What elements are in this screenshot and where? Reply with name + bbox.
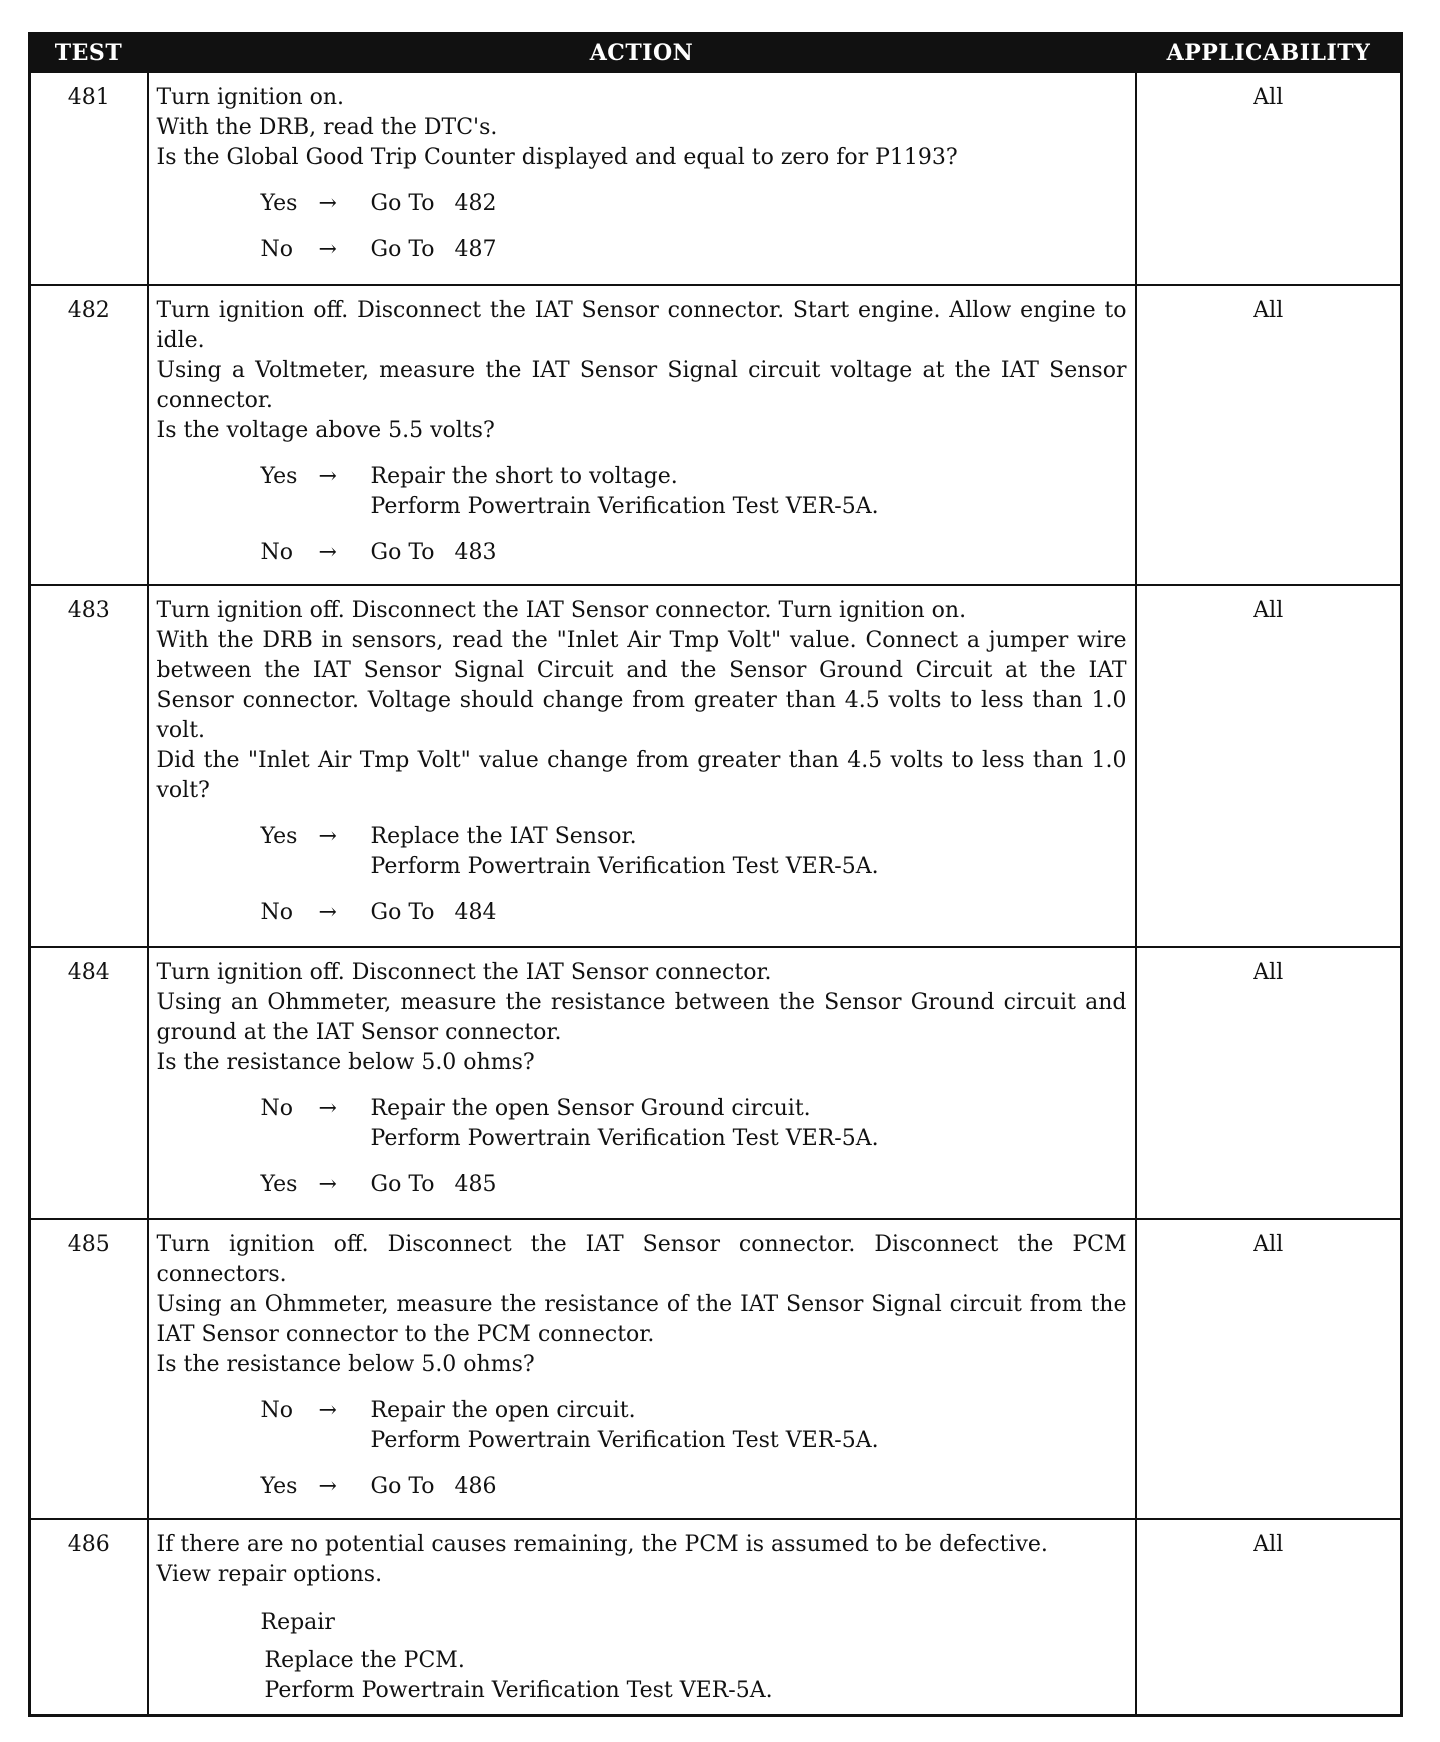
right-arrow-icon: → — [318, 900, 337, 925]
action-cell — [148, 585, 1136, 947]
applicability-value: All — [1136, 1519, 1402, 1716]
outcome-yes — [261, 822, 1127, 882]
repair-instruction: Replace the PCM. — [264, 1648, 465, 1673]
action-cell — [148, 285, 1136, 585]
right-arrow-icon: → — [318, 1172, 337, 1197]
action-cell — [148, 1519, 1136, 1716]
right-arrow-icon: → — [318, 1474, 337, 1499]
right-arrow-icon: → — [318, 191, 337, 216]
outcome-yes — [261, 1472, 1127, 1502]
action-cell — [148, 947, 1136, 1219]
verification-instruction: Perform Powertrain Verification Test VER-5A. — [370, 1428, 879, 1453]
answer-label: Yes — [260, 1474, 298, 1499]
table-header-row — [30, 34, 1402, 73]
test-row-484 — [30, 947, 1402, 1219]
test-number: 481 — [30, 72, 148, 285]
verification-instruction: Perform Powertrain Verification Test VER-5A. — [264, 1678, 773, 1703]
applicability-value: All — [1136, 72, 1402, 285]
outcome-no — [261, 538, 1127, 568]
action-step: Is the Global Good Trip Counter displayed and equal to zero for P1193? — [156, 145, 958, 170]
verification-instruction: Perform Powertrain Verification Test VER-5A. — [370, 854, 879, 879]
goto-test-number: 484 — [454, 900, 497, 925]
repair-label: Repair — [260, 1610, 335, 1635]
header-test: TEST — [30, 34, 148, 73]
header-action: ACTION — [148, 34, 1136, 73]
test-number: 486 — [30, 1519, 148, 1716]
right-arrow-icon: → — [318, 1096, 337, 1121]
goto-label: Go To — [370, 1172, 435, 1197]
diagnostic-test-table — [28, 32, 1403, 1717]
test-number: 485 — [30, 1219, 148, 1519]
action-step: Using an Ohmmeter, measure the resistance of the IAT Sensor Signal circuit from the IAT Sensor connector to the PCM connector. — [156, 1292, 1127, 1347]
action-step: Turn ignition off. Disconnect the IAT Sensor connector. Disconnect the PCM connectors. — [156, 1232, 1127, 1287]
answer-label: Yes — [260, 191, 298, 216]
outcome-yes — [261, 189, 1127, 219]
action-step: Is the resistance below 5.0 ohms? — [156, 1352, 535, 1377]
repair-instruction: Replace the IAT Sensor. — [370, 824, 637, 849]
right-arrow-icon: → — [318, 824, 337, 849]
verification-instruction: Perform Powertrain Verification Test VER-5A. — [370, 1126, 879, 1151]
answer-label: No — [260, 1096, 293, 1121]
applicability-value: All — [1136, 1219, 1402, 1519]
verification-instruction: Perform Powertrain Verification Test VER-5A. — [370, 494, 879, 519]
repair-instruction: Repair the open circuit. — [370, 1398, 636, 1423]
goto-label: Go To — [370, 900, 435, 925]
right-arrow-icon: → — [318, 540, 337, 565]
action-step: With the DRB, read the DTC's. — [156, 115, 498, 140]
test-row-486 — [30, 1519, 1402, 1716]
goto-test-number: 485 — [454, 1172, 497, 1197]
test-row-482 — [30, 285, 1402, 585]
action-step: With the DRB in sensors, read the "Inlet Air Tmp Volt" value. Connect a jumper wire between the IAT Sensor Signal Circuit and the Sensor Ground Circuit at the IAT Sensor connector. Voltage should change from greater than 4.5 volts to less than 1.0 volt. — [156, 628, 1127, 743]
action-cell — [148, 1219, 1136, 1519]
test-row-481 — [30, 72, 1402, 285]
action-step: Turn ignition on. — [156, 85, 345, 110]
repair-options — [265, 1646, 1127, 1706]
test-number: 484 — [30, 947, 148, 1219]
outcome-yes — [261, 462, 1127, 522]
action-step: Using an Ohmmeter, measure the resistance between the Sensor Ground circuit and ground at the IAT Sensor connector. — [156, 990, 1127, 1045]
action-step: Turn ignition off. Disconnect the IAT Sensor connector. — [156, 960, 772, 985]
answer-label: Yes — [260, 464, 298, 489]
repair-instruction: Repair the open Sensor Ground circuit. — [370, 1096, 811, 1121]
right-arrow-icon: → — [318, 1398, 337, 1423]
answer-label: No — [260, 1398, 293, 1423]
action-step: Is the voltage above 5.5 volts? — [156, 418, 495, 443]
action-step: Is the resistance below 5.0 ohms? — [156, 1050, 535, 1075]
outcome-yes — [261, 1170, 1127, 1200]
outcome-no — [261, 235, 1127, 265]
goto-test-number: 487 — [454, 237, 497, 262]
action-step: Using a Voltmeter, measure the IAT Sensor Signal circuit voltage at the IAT Sensor connector. — [156, 358, 1127, 413]
repair-instruction: Repair the short to voltage. — [370, 464, 678, 489]
goto-label: Go To — [370, 1474, 435, 1499]
header-applicability: APPLICABILITY — [1136, 34, 1402, 73]
goto-label: Go To — [370, 540, 435, 565]
answer-label: Yes — [260, 1172, 298, 1197]
right-arrow-icon: → — [318, 237, 337, 262]
action-step: If there are no potential causes remaining, the PCM is assumed to be defective. — [156, 1532, 1048, 1557]
action-step: Did the "Inlet Air Tmp Volt" value change from greater than 4.5 volts to less than 1.0 volt? — [156, 748, 1127, 803]
answer-label: No — [260, 540, 293, 565]
goto-test-number: 486 — [454, 1474, 497, 1499]
goto-test-number: 482 — [454, 191, 497, 216]
action-step: Turn ignition off. Disconnect the IAT Sensor connector. Turn ignition on. — [156, 598, 967, 623]
answer-label: No — [260, 237, 293, 262]
applicability-value: All — [1136, 585, 1402, 947]
answer-label: Yes — [260, 824, 298, 849]
test-number: 483 — [30, 585, 148, 947]
test-row-485 — [30, 1219, 1402, 1519]
applicability-value: All — [1136, 285, 1402, 585]
answer-label: No — [260, 900, 293, 925]
outcome-no — [261, 1094, 1127, 1154]
action-step: Turn ignition off. Disconnect the IAT Sensor connector. Start engine. Allow engine to idle. — [156, 298, 1127, 353]
right-arrow-icon: → — [318, 464, 337, 489]
goto-label: Go To — [370, 237, 435, 262]
test-row-483 — [30, 585, 1402, 947]
goto-label: Go To — [370, 191, 435, 216]
goto-test-number: 483 — [454, 540, 497, 565]
outcome-no — [261, 898, 1127, 928]
action-step: View repair options. — [156, 1562, 383, 1587]
outcome-no — [261, 1396, 1127, 1456]
test-number: 482 — [30, 285, 148, 585]
action-cell — [148, 72, 1136, 285]
applicability-value: All — [1136, 947, 1402, 1219]
